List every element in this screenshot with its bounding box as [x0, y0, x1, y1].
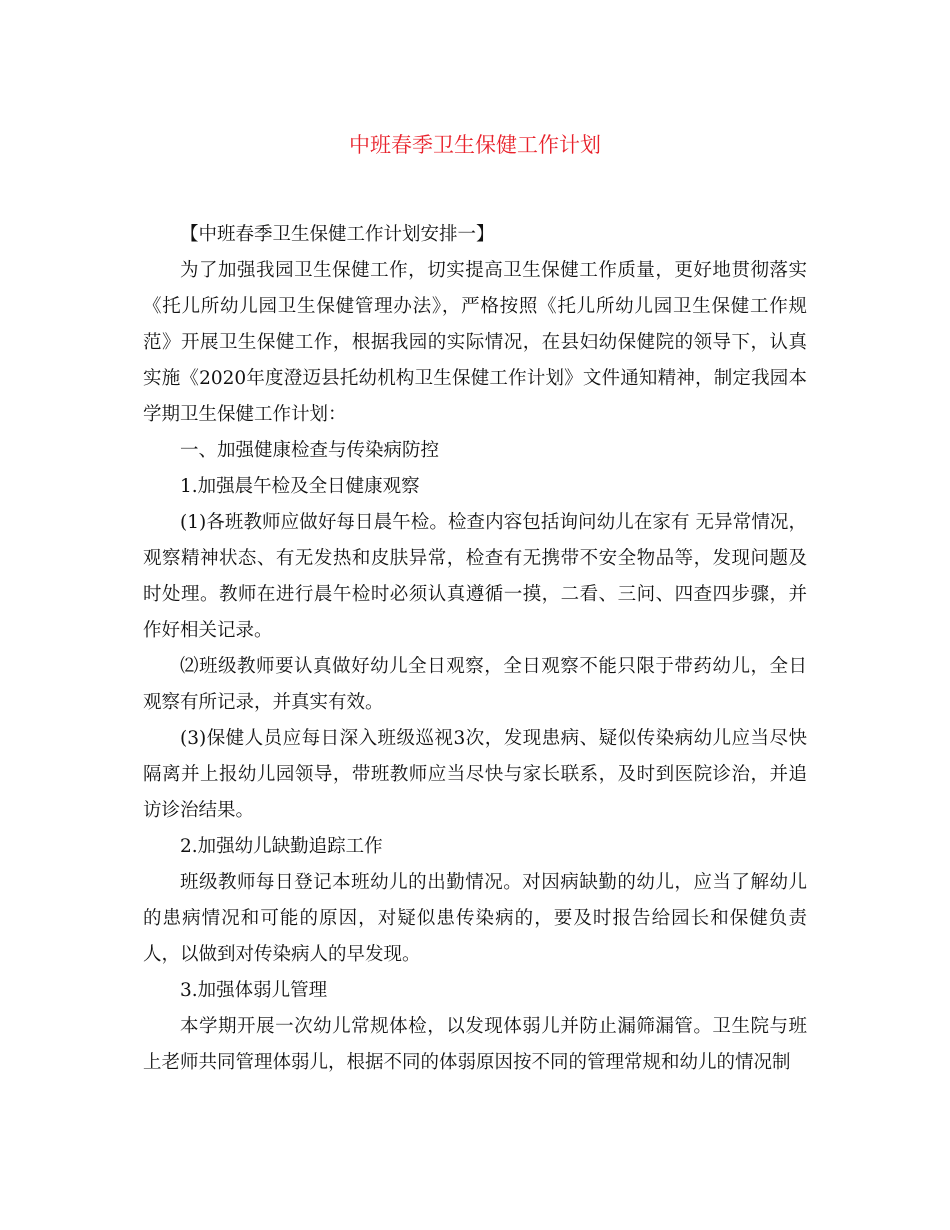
body-paragraph: ⑵班级教师要认真做好幼儿全日观察，全日观察不能只限于带药幼儿，全日观察有所记录，并真实有效。	[143, 656, 807, 713]
subsection-heading: 1.加强晨午检及全日健康观察	[180, 476, 420, 497]
document-body	[143, 217, 807, 1081]
document-title: 中班春季卫生保健工作计划	[349, 133, 601, 157]
body-paragraph: (1)各班教师应做好每日晨午检。检查内容包括询问幼儿在家有 无异常情况，观察精神状态、有无发热和皮肤异常，检查有无携带不安全物品等，发现问题及时处理。教师在进行晨午检时必须认真遵循一摸，二看、三问、四查四步骤，并作好相关记录。	[143, 512, 807, 641]
subsection-heading: 3.加强体弱儿管理	[180, 980, 328, 1001]
section-heading: 【中班春季卫生保健工作计划安排一】	[180, 224, 495, 245]
section-heading: 一、加强健康检查与传染病防控	[180, 440, 440, 461]
intro-paragraph: 为了加强我园卫生保健工作，切实提高卫生保健工作质量，更好地贯彻落实《托儿所幼儿园卫生保健管理办法》，严格按照《托儿所幼儿园卫生保健工作规范》开展卫生保健工作，根据我园的实际情况，在县妇幼保健院的领导下，认真实施《2020年度澄迈县托幼机构卫生保健工作计划》文件通知精神，制定我园本学期卫生保健工作计划：	[143, 260, 807, 425]
body-paragraph: (3)保健人员应每日深入班级巡视3次，发现患病、疑似传染病幼儿应当尽快隔离并上报幼儿园领导，带班教师应当尽快与家长联系，及时到医院诊治，并追访诊治结果。	[143, 728, 807, 821]
body-paragraph: 班级教师每日登记本班幼儿的出勤情况。对因病缺勤的幼儿，应当了解幼儿的患病情况和可能的原因，对疑似患传染病的，要及时报告给园长和保健负责人，以做到对传染病人的早发现。	[143, 872, 807, 965]
subsection-heading: 2.加强幼儿缺勤追踪工作	[180, 836, 383, 857]
body-paragraph: 本学期开展一次幼儿常规体检，以发现体弱儿并防止漏筛漏管。卫生院与班上老师共同管理体弱儿，根据不同的体弱原因按不同的管理常规和幼儿的情况制	[143, 1016, 807, 1073]
